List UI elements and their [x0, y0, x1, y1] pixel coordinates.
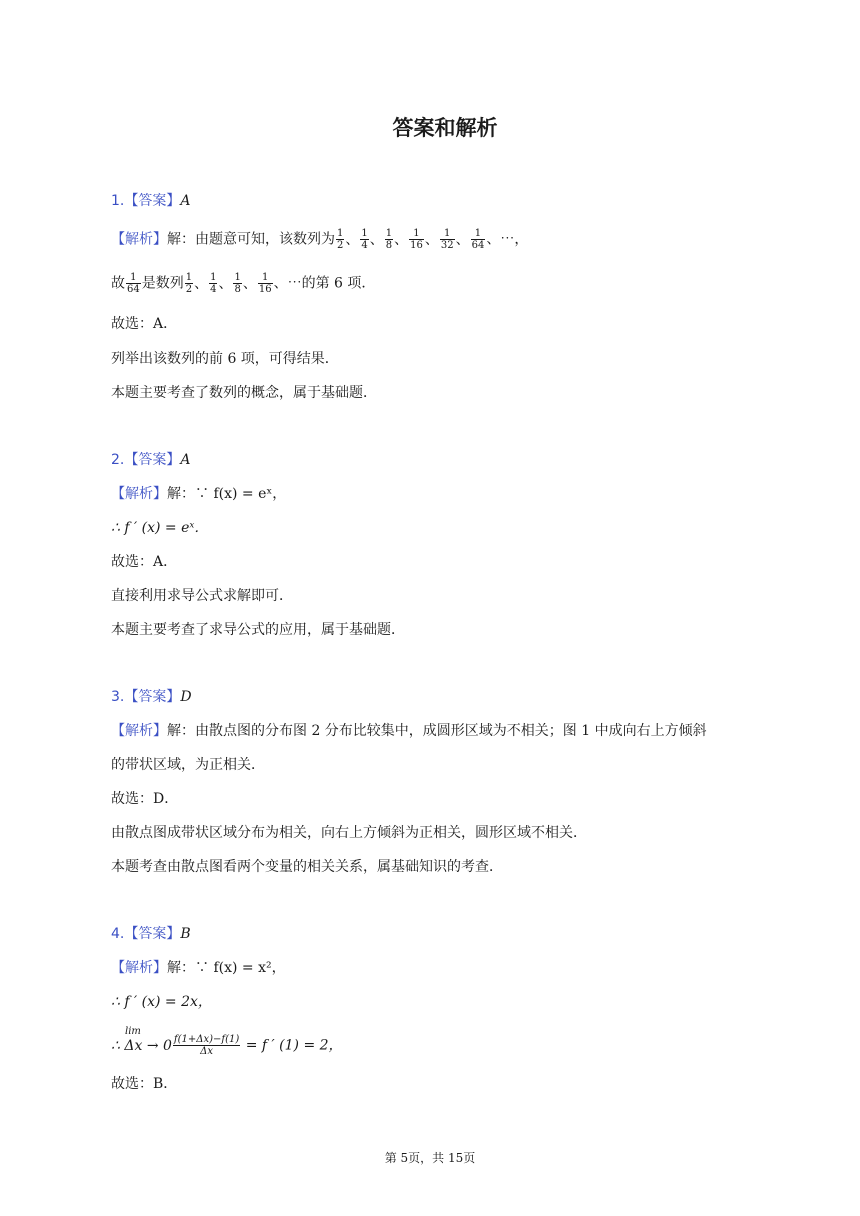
q1-analysis-line-2: [111, 272, 375, 295]
sequence-separator: 、: [345, 231, 360, 248]
q3-method-line: 由散点图成带状区域分布为相关，向右上方倾斜为正相关，圆形区域不相关．: [111, 825, 587, 841]
q1-choice-line: 故选：A．: [111, 316, 178, 332]
q4-analysis-line-1: [111, 958, 286, 978]
q2-summary-line: 本题主要考查了求导公式的应用，属于基础题．: [111, 622, 405, 638]
q3-answer: D: [180, 689, 192, 705]
q2-header: [111, 450, 190, 470]
q4-number: 4.: [111, 926, 125, 942]
q4-answer-tag: 【答案】: [124, 926, 181, 942]
sequence-fraction: $\frac{1}{8}$: [234, 272, 241, 295]
q2-answer-tag: 【答案】: [124, 452, 181, 468]
q4-l3-pre: ∴ Δx → 0: [111, 1037, 172, 1054]
q2-number: 2.: [111, 452, 125, 468]
q4-derivative-line: ∴ f ′ (x) = 2x，: [111, 994, 212, 1010]
sequence-fraction: $\frac{1}{32}$: [440, 228, 454, 251]
q1-header: [111, 191, 190, 211]
q2-l1: 解：∵ f(x) = eˣ，: [167, 486, 287, 502]
q3-l1: 解：由散点图的分布图 2 分布比较集中，成圆形区域为不相关；图 1 中成向右上方倾斜: [167, 723, 707, 739]
q2-analysis-line-1: [111, 484, 286, 504]
q3-summary-line: 本题考查由散点图看两个变量的相关关系，属基础知识的考查．: [111, 859, 503, 875]
q1-l2-suffix: 、⋯的第 6 项．: [273, 275, 376, 292]
q4-analysis-tag: 【解析】: [111, 960, 167, 976]
q4-l3-post: = f ′ (1) = 2，: [241, 1037, 343, 1054]
q4-header: [111, 924, 191, 944]
page-footer: 第 5页，共 15页: [384, 1151, 476, 1165]
q1-l1-suffix: 、⋯，: [486, 231, 529, 248]
sequence-separator: 、: [218, 275, 233, 292]
q3-analysis-tag: 【解析】: [111, 723, 167, 739]
q4-answer: B: [180, 926, 191, 942]
q1-summary-line: 本题主要考查了数列的概念，属于基础题．: [111, 385, 377, 401]
sequence-fraction: $\frac{1}{2}$: [185, 272, 193, 295]
sequence-fraction: $\frac{1}{2}$: [337, 228, 344, 251]
sequence-fraction: $\frac{1}{16}$: [258, 272, 272, 295]
q1-analysis-tag: 【解析】: [111, 231, 167, 248]
q1-method-line: 列举出该数列的前 6 项，可得结果．: [111, 351, 339, 367]
q2-choice-line: 故选：A．: [111, 554, 178, 570]
q2-derivative-line: ∴ f ′ (x) = eˣ．: [111, 520, 209, 536]
q1-sequence: [335, 228, 486, 251]
q4-choice-line: 故选：B．: [111, 1076, 178, 1092]
q1-fraction-target: $\frac{1}{64}$: [127, 272, 140, 295]
sequence-separator: 、: [394, 231, 409, 248]
sequence-separator: 、: [194, 275, 209, 292]
q1-analysis-line-1: [111, 228, 528, 251]
q1-l1-prefix: 解：由题意可知，该数列为: [167, 231, 335, 248]
q1-l2-mid: 是数列: [141, 275, 184, 292]
q1-sequence-short: [184, 272, 274, 295]
q2-analysis-tag: 【解析】: [111, 486, 167, 502]
sequence-fraction: $\frac{1}{4}$: [361, 228, 368, 251]
sequence-fraction: $\frac{1}{16}$: [410, 228, 423, 251]
sequence-separator: 、: [242, 275, 257, 292]
q4-limit-fraction: $\frac{f(1+\Delta x)-f(1)}{\Delta x}$: [173, 1034, 240, 1057]
sequence-separator: 、: [455, 231, 470, 248]
q2-answer: A: [180, 452, 191, 468]
sequence-fraction: $\frac{1}{8}$: [385, 228, 393, 251]
q4-l1: 解：∵ f(x) = x²，: [167, 960, 286, 976]
sequence-separator: 、: [424, 231, 439, 248]
q4-limit-expression: [111, 1025, 172, 1056]
q3-choice-line: 故选：D．: [111, 791, 179, 807]
q3-answer-tag: 【答案】: [124, 689, 181, 705]
q1-answer: A: [180, 193, 191, 209]
q4-lim-word: lim: [125, 1025, 141, 1037]
page-title: 答案和解析: [392, 116, 498, 140]
q2-method-line: 直接利用求导公式求解即可．: [111, 588, 293, 604]
sequence-fraction: $\frac{1}{4}$: [210, 272, 217, 295]
q1-answer-tag: 【答案】: [124, 193, 181, 209]
q1-l2-pre: 故: [111, 275, 125, 292]
q3-analysis-line-1: [111, 721, 707, 741]
sequence-separator: 、: [369, 231, 384, 248]
q3-header: [111, 687, 192, 707]
q4-limit-line: [111, 1025, 343, 1057]
q3-number: 3.: [111, 689, 125, 705]
q1-number: 1.: [111, 193, 125, 209]
sequence-fraction: $\frac{1}{64}$: [471, 228, 485, 251]
q3-analysis-line-2: 的带状区域，为正相关．: [111, 757, 265, 773]
